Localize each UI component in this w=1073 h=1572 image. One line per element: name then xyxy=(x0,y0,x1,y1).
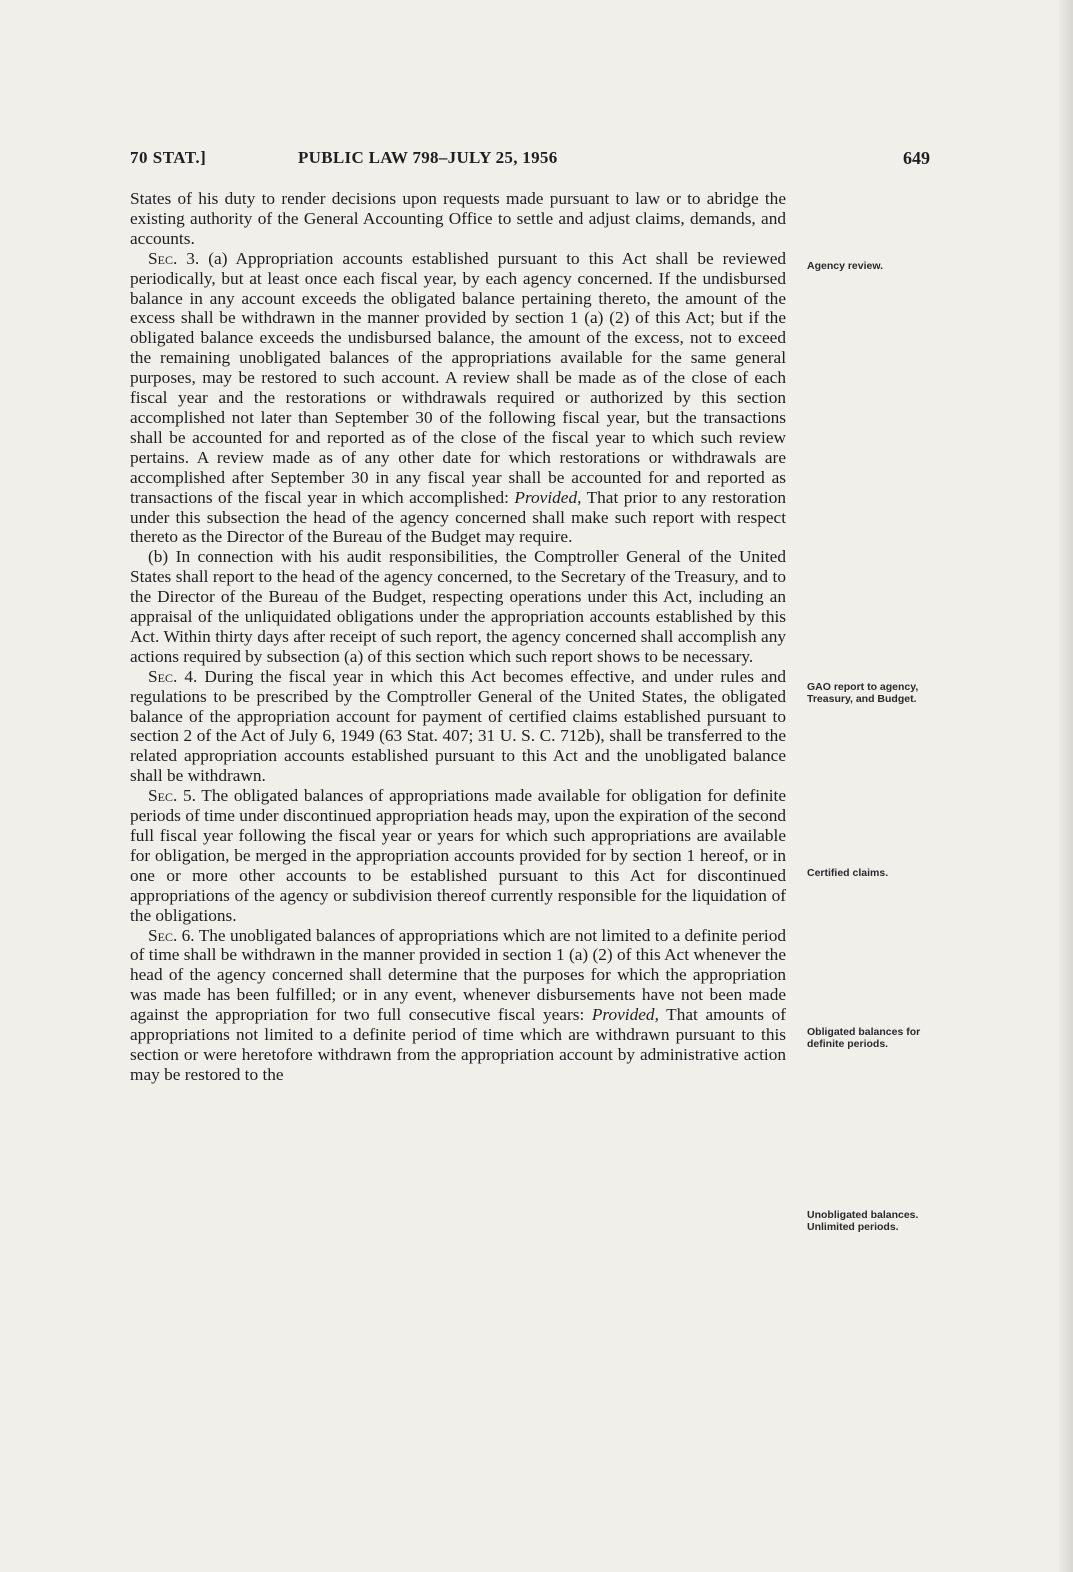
section-5-paragraph: Sec. 5. The obligated balances of appropriations made available for obligation for definite periods of time under discontinued appropriation heads may, upon the expiration of the second full fiscal year following the fiscal year or years for which such appropriations are available for obligation, be merged in the appropriation accounts provided for by section 1 hereof, or in one or more other accounts to be established pursuant to this Act for discontinued appropriations of the agency or subdivision thereof currently responsible for the liquidation of the obligations. xyxy=(130,786,787,925)
margin-note-certified-claims: Certified claims. xyxy=(807,867,889,879)
page-edge xyxy=(1059,0,1073,1572)
section-label: Sec. 6. xyxy=(148,925,195,945)
law-title: PUBLIC LAW 798–JULY 25, 1956 xyxy=(298,148,558,167)
section-label: Sec. 3. xyxy=(148,248,200,268)
margin-note-obligated-balances: Obligated balances for definite periods. xyxy=(807,1026,921,1050)
paragraph-continuation: States of his duty to render decisions upon requests made pursuant to law or to abridge the existing authority of the General Accounting Office to settle and adjust claims, demands, and accounts. xyxy=(130,189,786,248)
section-3b-paragraph: (b) In connection with his audit responsibilities, the Comptroller General of the United States shall report to the head of the agency concerned, to the Secretary of the Treasury, and to the Director of the Bureau of the Budget, respecting operations under this Act, including an appraisal of the unliquidated obligations under the appropriation accounts established by this Act. Within thirty days after receipt of such report, the agency concerned shall accomplish any actions required by subsection (a) of this section which such report shows to be necessary. xyxy=(130,547,786,666)
page-number: 649 xyxy=(903,148,930,168)
section-4-paragraph: Sec. 4. During the fiscal year in which this Act becomes effective, and under rules and regulations to be prescribed by the Comptroller General of the United States, the obligated balance of the appropriation account for payment of certified claims established pursuant to section 2 of the Act of July 6, 1949 (63 Stat. 407; 31 U. S. C. 712b), shall be transferred to the related appropriation accounts established pursuant to this Act and the unobligated balance shall be withdrawn. xyxy=(130,666,786,786)
margin-note-unobligated-balances: Unobligated balances. Unlimited periods. xyxy=(807,1209,919,1233)
section-label: Sec. 5. xyxy=(148,786,196,806)
section-label: Sec. 4. xyxy=(148,666,198,686)
section-6-paragraph: Sec. 6. The unobligated balances of appropriations which are not limited to a definite period of time shall be withdrawn in the manner provided in section 1 (a) (2) of this Act whenever the head of the agency concerned shall determine that the purposes for which the appropriation was made has been fulfilled; or in any event, whenever disbursements have not been made against the appropriation for two full consecutive fiscal years: Provided, That amounts of appropriations not limited to a definite period of time which are withdrawn pursuant to this section or were heretofore withdrawn from the appropriation account by administrative action may be restored to the xyxy=(130,925,786,1084)
statute-volume: 70 STAT.] xyxy=(130,148,207,167)
running-header xyxy=(130,148,930,172)
margin-note-gao-report: GAO report to agency, Treasury, and Budget. xyxy=(807,681,919,705)
body-text xyxy=(130,189,786,1085)
margin-note-agency-review: Agency review. xyxy=(807,260,884,272)
section-3a-paragraph: Sec. 3. (a) Appropriation accounts established pursuant to this Act shall be reviewed periodically, but at least once each fiscal year, by each agency concerned. If the undisbursed balance in any account exceeds the obligated balance pertaining thereto, the amount of the excess shall be withdrawn in the manner provided by section 1 (a) (2) of this Act; but if the obligated balance exceeds the undisbursed balance, the amount of the excess, not to exceed the remaining unobligated balances of the appropriations available for the same general purposes, may be restored to such account. A review shall be made as of the close of each fiscal year and the restorations or withdrawals required or authorized by this section accomplished not later than September 30 of the following fiscal year, but the transactions shall be accounted for and reported as of the close of the fiscal year to which such review pertains. A review made as of any other date for which restorations or withdrawals are accomplished after September 30 in any fiscal year shall be accounted for and reported as transactions of the fiscal year in which accomplished: Provided, That prior to any restoration under this subsection the head of the agency concerned shall make such report with respect thereto as the Director of the Bureau of the Budget may require. xyxy=(130,248,787,547)
